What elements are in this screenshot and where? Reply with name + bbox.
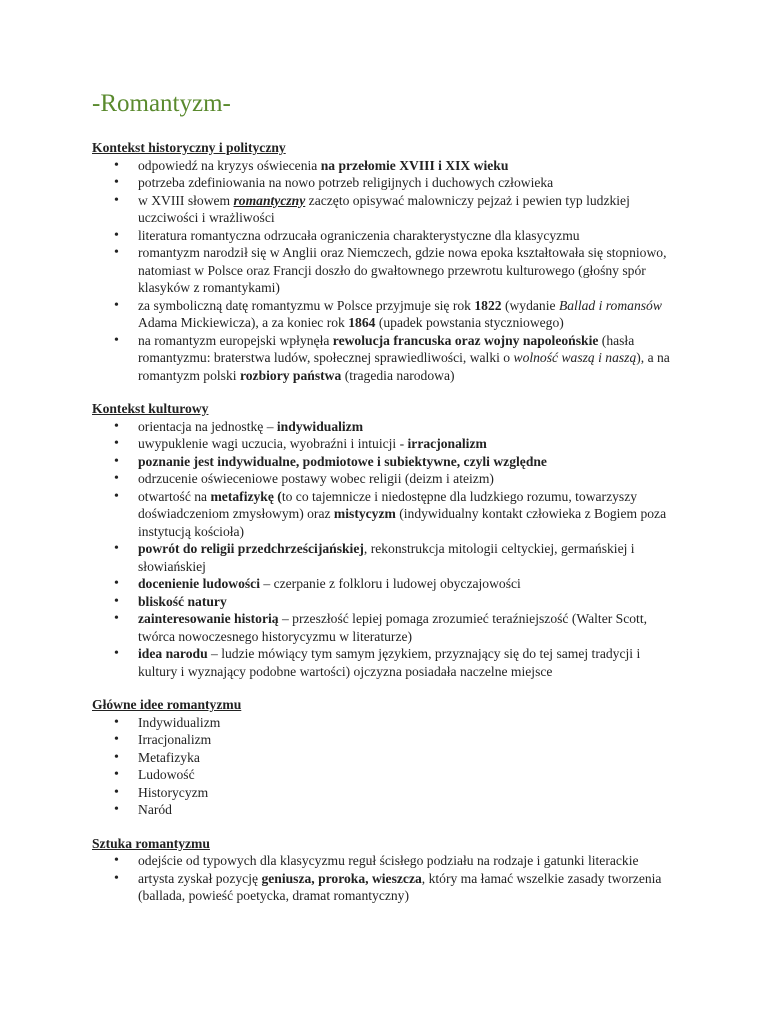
list-item	[138, 766, 682, 784]
list-item	[138, 157, 682, 175]
section	[92, 400, 682, 680]
text-run: powrót do religii przedchrześcijańskiej	[138, 541, 364, 556]
text-run: rewolucja francuska oraz wojny napoleońskie	[332, 332, 599, 348]
text-run: artysta zyskał pozycję	[138, 870, 262, 886]
text-run: , rekonstrukcja mitologii celtyckiej, germańskiej i słowiańskiej	[138, 541, 635, 574]
section-heading: Główne idee romantyzmu	[92, 697, 242, 712]
text-run: zaczęto opisywać malowniczy pejzaż i pewien typ ludzkiej uczciwości i wrażliwości	[138, 192, 630, 225]
text-run: Indywidualizm	[138, 714, 221, 730]
text-run: irracjonalizm	[407, 436, 487, 451]
text-run: – ludzie mówiący tym samym językiem, przyznający się do tej samej tradycji i kultury i wyznający podobne wartości) ojczyzna posiadała naczelne miejsce	[138, 646, 641, 679]
bullet-list	[92, 418, 682, 681]
text-run: na romantyzm europejski wpłynęła	[138, 332, 333, 348]
section	[92, 696, 682, 819]
list-item	[138, 784, 682, 802]
list-item	[138, 435, 682, 453]
text-run: (tragedia narodowa)	[341, 367, 455, 383]
text-run: Irracjonalizm	[138, 732, 212, 747]
section-heading: Kontekst historyczny i polityczny	[92, 140, 286, 155]
text-run: wolność waszą i naszą	[513, 350, 637, 365]
list-item	[138, 801, 682, 819]
list-item	[138, 227, 682, 245]
list-item	[138, 192, 682, 227]
list-item	[138, 575, 682, 593]
text-run: metafizykę (	[210, 488, 282, 504]
text-run: Adama Mickiewicza), a za koniec rok	[138, 315, 349, 330]
list-item	[138, 453, 682, 471]
list-item	[138, 470, 682, 488]
list-item	[138, 852, 682, 870]
text-run: docenienie ludowości	[138, 576, 260, 591]
text-run: (wydanie	[501, 297, 559, 313]
sections-container	[92, 139, 682, 905]
text-run: literatura romantyczna odrzucała ograniczenia charakterystyczne dla klasycyzmu	[138, 227, 580, 243]
list-item	[138, 244, 682, 297]
text-run: to co tajemnicze i niedostępne dla ludzkiego rozumu, towarzyszy doświadczeniom zmysłowym) oraz	[138, 488, 638, 521]
list-item	[138, 540, 682, 575]
text-run: rozbiory państwa	[239, 367, 342, 383]
text-run: geniusza, proroka, wieszcza	[261, 870, 422, 886]
list-item	[138, 593, 682, 611]
text-run: potrzeba zdefiniowania na nowo potrzeb religijnych i duchowych człowieka	[138, 175, 554, 190]
document-title: -Romantyzm-	[92, 90, 231, 117]
text-run: bliskość natury	[138, 593, 227, 609]
bullet-list	[92, 157, 682, 385]
list-item	[138, 714, 682, 732]
text-run: 1822	[474, 297, 502, 313]
list-item	[138, 332, 682, 385]
text-run: Historycyzm	[138, 784, 209, 800]
text-run: odpowiedź na kryzys oświecenia	[138, 157, 321, 173]
text-run: romantyczny	[233, 192, 306, 208]
text-run: poznanie jest indywidualne, podmiotowe i subiektywne, czyli względne	[138, 453, 547, 469]
section	[92, 835, 682, 905]
text-run: (indywidualny kontakt człowieka z Bogiem poza instytucją kościoła)	[138, 506, 667, 539]
list-item	[138, 870, 682, 905]
bullet-list	[92, 714, 682, 819]
text-run: uwypuklenie wagi uczucia, wyobraźni i intuicji -	[138, 436, 408, 451]
text-run: – czerpanie z folkloru i ludowej obyczajowości	[259, 576, 521, 591]
list-item	[138, 731, 682, 749]
list-item	[138, 488, 682, 541]
text-run: Naród	[138, 802, 172, 817]
text-run: Ludowość	[138, 767, 195, 782]
text-run: za symboliczną datę romantyzmu w Polsce przyjmuje się rok	[138, 297, 475, 313]
text-run: Metafizyka	[138, 749, 200, 765]
text-run: zainteresowanie historią	[138, 611, 279, 626]
text-run: – przeszłość lepiej pomaga zrozumieć teraźniejszość (Walter Scott, twórca nowoczesnego historycyzmu w literaturze)	[138, 611, 647, 644]
text-run: , który ma łamać wszelkie zasady tworzenia (ballada, powieść poetycka, dramat romantyczny)	[138, 870, 662, 903]
list-item	[138, 610, 682, 645]
list-item	[138, 174, 682, 192]
list-item	[138, 645, 682, 680]
text-run: na przełomie XVIII i XIX wieku	[320, 157, 509, 173]
text-run: (hasła romantyzmu: braterstwa ludów, społecznej sprawiedliwości, walki o	[138, 332, 635, 365]
text-run: otwartość na	[138, 488, 211, 504]
text-run: (upadek powstania styczniowego)	[375, 315, 564, 330]
text-run: indywidualizm	[276, 418, 364, 434]
list-item	[138, 297, 682, 332]
list-item	[138, 749, 682, 767]
text-run: romantyzm narodził się w Anglii oraz Niemczech, gdzie nowa epoka kształtowała się stopniowo, natomiast w Polsce oraz Francji doszło do gwałtownego przewrotu kulturowego (głośny spór klasyków z romantykami)	[138, 245, 667, 295]
text-run: ), a na romantyzm polski	[138, 350, 670, 383]
text-run: w XVIII słowem	[138, 192, 234, 208]
text-run: orientacja na jednostkę –	[138, 418, 277, 434]
document-page	[92, 86, 682, 921]
section	[92, 139, 682, 384]
text-run: mistycyzm	[333, 506, 396, 521]
section-heading: Kontekst kulturowy	[92, 401, 209, 416]
text-run: odrzucenie oświeceniowe postawy wobec religii (deizm i ateizm)	[138, 471, 494, 486]
bullet-list	[92, 852, 682, 905]
text-run: odejście od typowych dla klasycyzmu reguł ścisłego podziału na rodzaje i gatunki literackie	[138, 853, 639, 868]
list-item	[138, 418, 682, 436]
text-run: idea narodu	[138, 646, 208, 661]
text-run: 1864	[348, 315, 376, 330]
text-run: Ballad i romansów	[558, 297, 662, 313]
section-heading: Sztuka romantyzmu	[92, 835, 210, 851]
